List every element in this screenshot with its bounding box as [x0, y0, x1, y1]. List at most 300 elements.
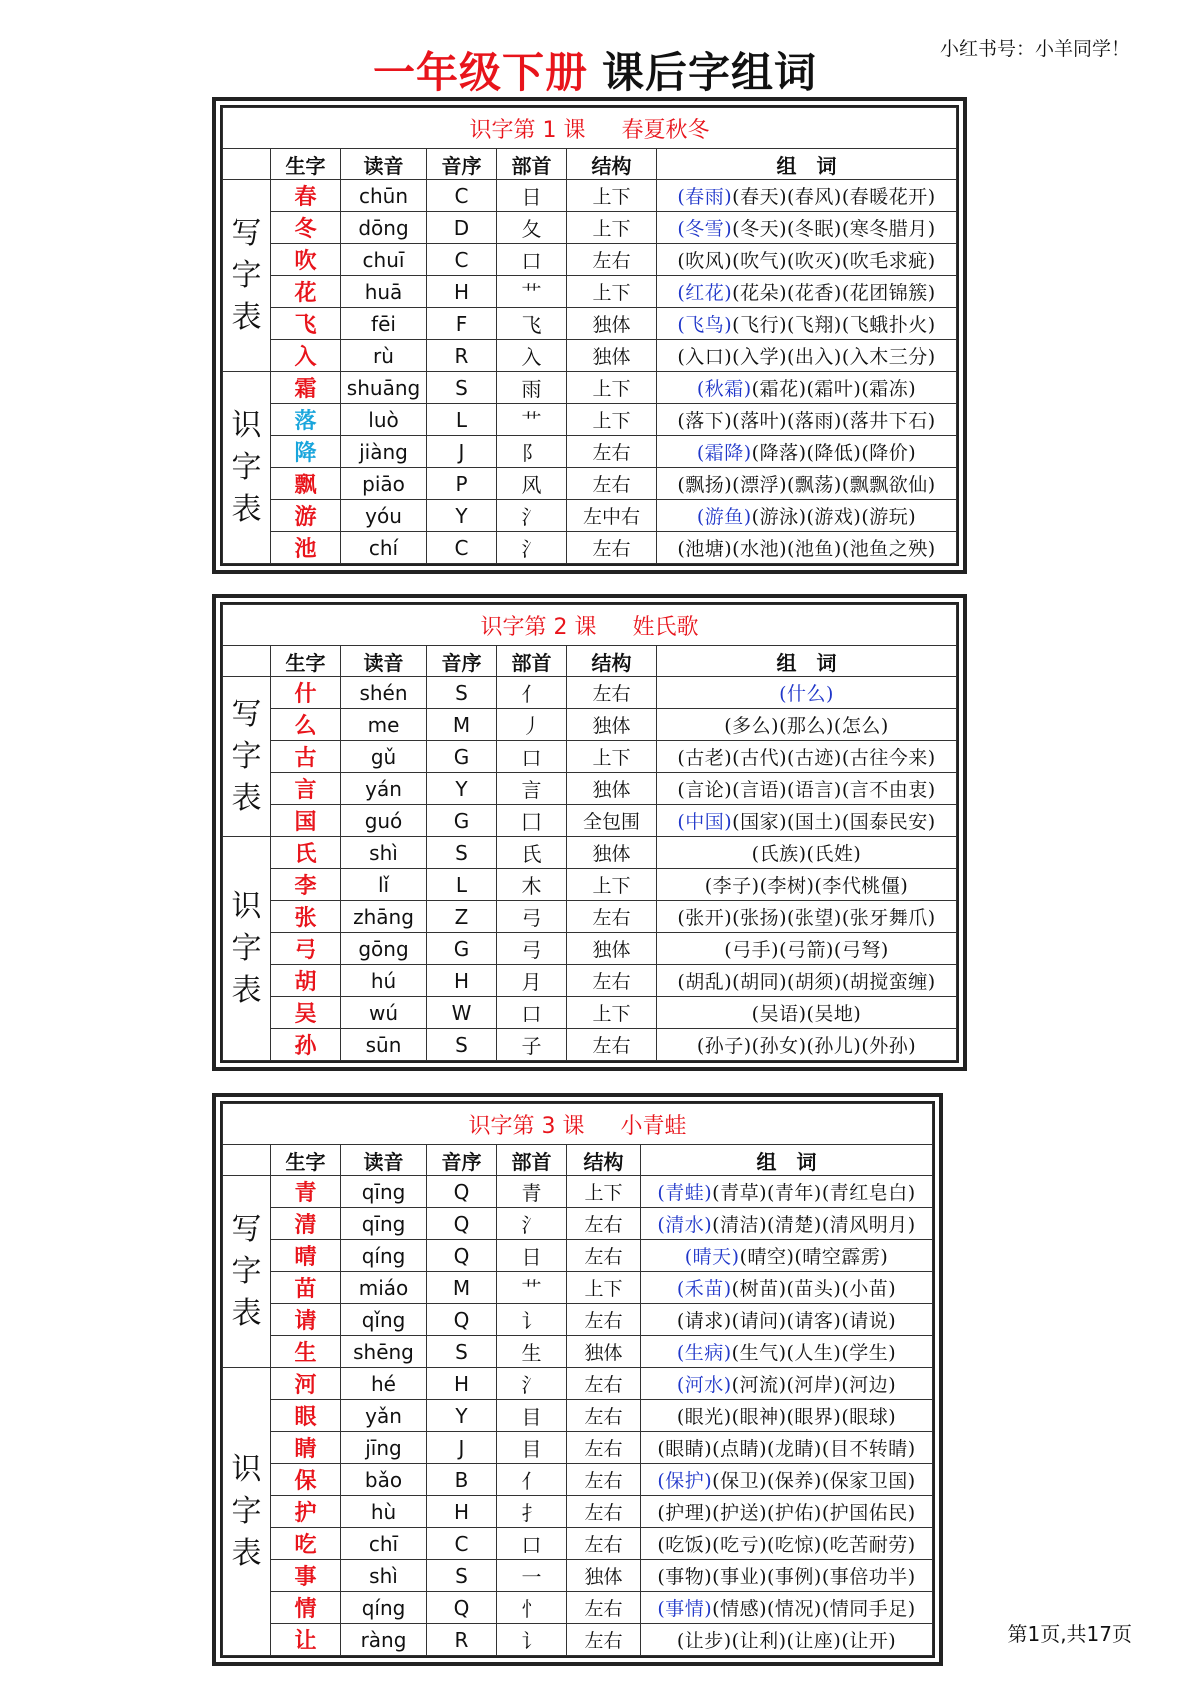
lesson-number: 识字第 2 课	[480, 614, 597, 640]
words-cell	[657, 869, 957, 901]
section-write-table	[223, 1176, 271, 1368]
structure-cell: 上下	[567, 1272, 641, 1304]
initial-cell: R	[427, 340, 497, 372]
highlighted-word: (霜降)	[696, 442, 752, 464]
structure-cell: 上下	[567, 212, 657, 244]
highlighted-word: (生病)	[676, 1342, 732, 1364]
initial-cell: G	[427, 741, 497, 773]
structure-cell: 左右	[567, 1400, 641, 1432]
table-row	[223, 1336, 933, 1368]
initial-cell: H	[427, 276, 497, 308]
pinyin-cell: shuāng	[341, 372, 427, 404]
character-cell: 弓	[271, 933, 341, 965]
words-cell	[657, 709, 957, 741]
structure-cell: 左右	[567, 1240, 641, 1272]
highlighted-word: (秋霜)	[696, 378, 752, 400]
highlighted-word: (清水)	[657, 1214, 713, 1236]
character-cell: 降	[271, 436, 341, 468]
initial-cell: L	[427, 869, 497, 901]
initial-cell: C	[427, 180, 497, 212]
word-list: (弓手)(弓箭)(弓弩)	[724, 939, 889, 961]
words-cell	[641, 1336, 933, 1368]
section-char: 写	[231, 1211, 262, 1247]
character-cell: 吴	[271, 997, 341, 1029]
section-char: 表	[231, 972, 262, 1008]
table-row	[223, 965, 957, 997]
section-char: 写	[231, 215, 262, 251]
words-cell	[657, 372, 957, 404]
words-cell	[657, 500, 957, 532]
pinyin-cell: sūn	[341, 1029, 427, 1061]
initial-cell: S	[427, 837, 497, 869]
structure-cell: 左右	[567, 436, 657, 468]
character-cell: 国	[271, 805, 341, 837]
words-cell	[657, 677, 957, 709]
radical-cell: 亻	[497, 677, 567, 709]
words-cell	[641, 1368, 933, 1400]
pinyin-cell: chūn	[341, 180, 427, 212]
words-cell	[641, 1240, 933, 1272]
words-cell	[657, 180, 957, 212]
initial-cell: Z	[427, 901, 497, 933]
initial-cell: Y	[427, 500, 497, 532]
initial-cell: Q	[427, 1176, 497, 1208]
initial-cell: C	[427, 244, 497, 276]
words-cell	[657, 436, 957, 468]
initial-cell: S	[427, 1029, 497, 1061]
initial-cell: S	[427, 1560, 497, 1592]
highlighted-word: (红花)	[677, 282, 733, 304]
structure-cell: 左右	[567, 244, 657, 276]
word-list: (吴语)(吴地)	[751, 1003, 862, 1025]
structure-cell: 独体	[567, 340, 657, 372]
structure-cell: 左右	[567, 1304, 641, 1336]
character-cell: 什	[271, 677, 341, 709]
words-cell	[657, 340, 957, 372]
structure-cell: 独体	[567, 709, 657, 741]
table-row	[223, 1496, 933, 1528]
structure-cell: 左右	[567, 1432, 641, 1464]
character-cell: 晴	[271, 1240, 341, 1272]
section-char: 识	[231, 407, 262, 443]
highlighted-word: (游鱼)	[696, 506, 752, 528]
lesson-number: 识字第 3 课	[468, 1113, 585, 1139]
radical-cell: 口	[497, 741, 567, 773]
words-cell	[641, 1464, 933, 1496]
character-cell: 李	[271, 869, 341, 901]
character-cell: 氏	[271, 837, 341, 869]
structure-cell: 左右	[567, 677, 657, 709]
initial-cell: M	[427, 709, 497, 741]
words-cell	[657, 308, 957, 340]
word-list: (青草)(青年)(青红皂白)	[712, 1182, 916, 1204]
section-char: 表	[231, 780, 262, 816]
word-list: (孙子)(孙女)(孙儿)(外孙)	[696, 1035, 917, 1057]
radical-cell: 生	[497, 1336, 567, 1368]
words-cell	[641, 1624, 933, 1656]
pinyin-cell: wú	[341, 997, 427, 1029]
words-cell	[641, 1176, 933, 1208]
radical-cell: 口	[497, 997, 567, 1029]
initial-cell: S	[427, 372, 497, 404]
column-header: 读音	[341, 1145, 427, 1176]
pinyin-cell: yán	[341, 773, 427, 805]
words-cell	[657, 276, 957, 308]
word-list: (树苗)(苗头)(小苗)	[731, 1278, 897, 1300]
table-row	[223, 837, 957, 869]
words-cell	[657, 997, 957, 1029]
pinyin-cell: miáo	[341, 1272, 427, 1304]
pinyin-cell: chuī	[341, 244, 427, 276]
pinyin-cell: shì	[341, 1560, 427, 1592]
table-row	[223, 1528, 933, 1560]
initial-cell: Q	[427, 1304, 497, 1336]
radical-cell: 氵	[497, 500, 567, 532]
radical-cell: 氵	[497, 1208, 567, 1240]
initial-cell: J	[427, 1432, 497, 1464]
words-cell	[657, 901, 957, 933]
section-char: 字	[231, 1253, 262, 1289]
pinyin-cell: qīng	[341, 1208, 427, 1240]
word-list: (入口)(入学)(出入)(入木三分)	[677, 346, 936, 368]
section-char: 字	[231, 930, 262, 966]
radical-cell: 艹	[497, 404, 567, 436]
structure-cell: 上下	[567, 1176, 641, 1208]
words-cell	[641, 1592, 933, 1624]
lesson-2-table	[212, 594, 967, 1071]
radical-cell: 口	[497, 244, 567, 276]
radical-cell: 讠	[497, 1304, 567, 1336]
structure-cell: 上下	[567, 372, 657, 404]
section-char: 表	[231, 1295, 262, 1331]
column-header: 生字	[271, 646, 341, 677]
character-cell: 花	[271, 276, 341, 308]
table-row	[223, 532, 957, 564]
section-recognize-table	[223, 1368, 271, 1656]
character-cell: 生	[271, 1336, 341, 1368]
column-header: 结构	[567, 1145, 641, 1176]
pinyin-cell: qíng	[341, 1240, 427, 1272]
words-cell	[657, 805, 957, 837]
words-cell	[641, 1272, 933, 1304]
word-list: (情感)(情况)(情同手足)	[712, 1598, 916, 1620]
structure-cell: 上下	[567, 180, 657, 212]
table-row	[223, 244, 957, 276]
column-header: 部首	[497, 149, 567, 180]
pinyin-cell: shén	[341, 677, 427, 709]
lesson-topic: 春夏秋冬	[621, 117, 710, 143]
highlighted-word: (春雨)	[677, 186, 733, 208]
words-cell	[657, 468, 957, 500]
initial-cell: Y	[427, 1400, 497, 1432]
structure-cell: 左右	[567, 1368, 641, 1400]
word-list: (晴空)(晴空霹雳)	[739, 1246, 889, 1268]
table-row	[223, 805, 957, 837]
character-cell: 落	[271, 404, 341, 436]
words-cell	[641, 1208, 933, 1240]
initial-cell: W	[427, 997, 497, 1029]
word-list: (言论)(言语)(语言)(言不由衷)	[677, 779, 936, 801]
words-cell	[657, 212, 957, 244]
words-cell	[641, 1560, 933, 1592]
radical-cell: 弓	[497, 901, 567, 933]
structure-cell: 左右	[567, 1496, 641, 1528]
pinyin-cell: chī	[341, 1528, 427, 1560]
section-write-table	[223, 180, 271, 372]
character-cell: 飘	[271, 468, 341, 500]
initial-cell: Y	[427, 773, 497, 805]
word-list: (落下)(落叶)(落雨)(落井下石)	[677, 410, 936, 432]
pinyin-cell: rù	[341, 340, 427, 372]
lesson-heading	[223, 1104, 933, 1145]
title-subject: 课后字组词	[602, 48, 818, 97]
table-row	[223, 180, 957, 212]
word-list: (胡乱)(胡同)(胡须)(胡搅蛮缠)	[677, 971, 936, 993]
structure-cell: 左右	[567, 1029, 657, 1061]
word-list: (飞行)(飞翔)(飞蛾扑火)	[732, 314, 936, 336]
radical-cell: 子	[497, 1029, 567, 1061]
structure-cell: 全包围	[567, 805, 657, 837]
radical-cell: 飞	[497, 308, 567, 340]
pinyin-cell: bǎo	[341, 1464, 427, 1496]
radical-cell: 丿	[497, 709, 567, 741]
character-cell: 吹	[271, 244, 341, 276]
structure-cell: 左右	[567, 468, 657, 500]
words-cell	[641, 1304, 933, 1336]
table-row	[223, 1272, 933, 1304]
column-header: 组 词	[641, 1145, 933, 1176]
pinyin-cell: gǔ	[341, 741, 427, 773]
table-row	[223, 1560, 933, 1592]
corner-cell	[223, 1145, 271, 1176]
table-row	[223, 1176, 933, 1208]
pinyin-cell: hú	[341, 965, 427, 997]
brand-label: 小红书号：小羊同学！	[939, 38, 1130, 60]
character-cell: 睛	[271, 1432, 341, 1464]
radical-cell: 月	[497, 965, 567, 997]
initial-cell: S	[427, 677, 497, 709]
section-char: 表	[231, 491, 262, 527]
word-list: (冬天)(冬眠)(寒冬腊月)	[732, 218, 936, 240]
initial-cell: M	[427, 1272, 497, 1304]
pinyin-cell: qīng	[341, 1176, 427, 1208]
word-list: (氏族)(氏姓)	[751, 843, 862, 865]
column-header: 音序	[427, 1145, 497, 1176]
word-list: (池塘)(水池)(池鱼)(池鱼之殃)	[677, 538, 936, 560]
initial-cell: F	[427, 308, 497, 340]
structure-cell: 左右	[567, 532, 657, 564]
section-char: 字	[231, 1493, 262, 1529]
initial-cell: G	[427, 933, 497, 965]
character-cell: 保	[271, 1464, 341, 1496]
word-list: (飘扬)(漂浮)(飘荡)(飘飘欲仙)	[677, 474, 936, 496]
lesson-1-table	[212, 97, 967, 574]
pinyin-cell: shēng	[341, 1336, 427, 1368]
character-cell: 池	[271, 532, 341, 564]
structure-cell: 左右	[567, 901, 657, 933]
structure-cell: 上下	[567, 404, 657, 436]
character-cell: 青	[271, 1176, 341, 1208]
pinyin-cell: gōng	[341, 933, 427, 965]
highlighted-word: (什么)	[779, 683, 834, 705]
radical-cell: 忄	[497, 1592, 567, 1624]
table-row	[223, 1208, 933, 1240]
words-cell	[641, 1400, 933, 1432]
initial-cell: B	[427, 1464, 497, 1496]
section-char: 识	[231, 1451, 262, 1487]
initial-cell: Q	[427, 1240, 497, 1272]
column-header: 生字	[271, 1145, 341, 1176]
table-row	[223, 741, 957, 773]
section-recognize-table	[223, 372, 271, 564]
pinyin-cell: qíng	[341, 1592, 427, 1624]
structure-cell: 独体	[567, 837, 657, 869]
highlighted-word: (冬雪)	[677, 218, 733, 240]
table-row	[223, 404, 957, 436]
words-cell	[657, 741, 957, 773]
table-row	[223, 500, 957, 532]
pinyin-cell: jīng	[341, 1432, 427, 1464]
pinyin-cell: jiàng	[341, 436, 427, 468]
table-row	[223, 933, 957, 965]
word-list: (吹风)(吹气)(吹灭)(吹毛求疵)	[677, 250, 936, 272]
section-recognize-table	[223, 837, 271, 1061]
highlighted-word: (中国)	[677, 811, 733, 833]
word-list: (李子)(李树)(李代桃僵)	[704, 875, 909, 897]
section-char: 写	[231, 696, 262, 732]
lesson-topic: 姓氏歌	[632, 614, 699, 640]
character-cell: 情	[271, 1592, 341, 1624]
pinyin-cell: chí	[341, 532, 427, 564]
character-cell: 游	[271, 500, 341, 532]
word-list: (多么)(那么)(怎么)	[724, 715, 889, 737]
table-row	[223, 773, 957, 805]
pinyin-cell: ràng	[341, 1624, 427, 1656]
highlighted-word: (保护)	[657, 1470, 713, 1492]
character-cell: 让	[271, 1624, 341, 1656]
radical-cell: 艹	[497, 276, 567, 308]
word-list: (请求)(请问)(请客)(请说)	[676, 1310, 897, 1332]
table-row	[223, 677, 957, 709]
character-cell: 苗	[271, 1272, 341, 1304]
table-row	[223, 901, 957, 933]
column-header: 结构	[567, 646, 657, 677]
lesson-number: 识字第 1 课	[469, 117, 586, 143]
character-cell: 眼	[271, 1400, 341, 1432]
word-list: (霜花)(霜叶)(霜冻)	[751, 378, 917, 400]
radical-cell: 艹	[497, 1272, 567, 1304]
words-cell	[657, 933, 957, 965]
character-cell: 春	[271, 180, 341, 212]
words-cell	[657, 965, 957, 997]
table-row	[223, 709, 957, 741]
character-cell: 古	[271, 741, 341, 773]
highlighted-word: (晴天)	[684, 1246, 740, 1268]
column-header: 读音	[341, 646, 427, 677]
radical-cell: 弓	[497, 933, 567, 965]
table-row	[223, 1432, 933, 1464]
radical-cell: 氏	[497, 837, 567, 869]
word-list: (生气)(人生)(学生)	[731, 1342, 897, 1364]
word-list: (保卫)(保养)(保家卫国)	[712, 1470, 916, 1492]
table-row	[223, 1464, 933, 1496]
initial-cell: L	[427, 404, 497, 436]
initial-cell: C	[427, 1528, 497, 1560]
structure-cell: 独体	[567, 1336, 641, 1368]
table-row	[223, 1624, 933, 1656]
radical-cell: 日	[497, 180, 567, 212]
words-cell	[641, 1528, 933, 1560]
pinyin-cell: me	[341, 709, 427, 741]
table-row	[223, 308, 957, 340]
character-cell: 言	[271, 773, 341, 805]
column-header: 音序	[427, 149, 497, 180]
initial-cell: S	[427, 1336, 497, 1368]
word-list: (降落)(降低)(降价)	[751, 442, 917, 464]
radical-cell: 氵	[497, 532, 567, 564]
section-char: 识	[231, 888, 262, 924]
word-list: (古老)(古代)(古迹)(古往今来)	[677, 747, 936, 769]
character-cell: 入	[271, 340, 341, 372]
structure-cell: 独体	[567, 773, 657, 805]
word-list: (花朵)(花香)(花团锦簇)	[732, 282, 936, 304]
pinyin-cell: zhāng	[341, 901, 427, 933]
radical-cell: 氵	[497, 1368, 567, 1400]
pinyin-cell: yǎn	[341, 1400, 427, 1432]
radical-cell: 日	[497, 1240, 567, 1272]
radical-cell: 目	[497, 1400, 567, 1432]
table-row	[223, 1592, 933, 1624]
pinyin-cell: fēi	[341, 308, 427, 340]
column-header: 结构	[567, 149, 657, 180]
initial-cell: J	[427, 436, 497, 468]
corner-cell	[223, 646, 271, 677]
radical-cell: 雨	[497, 372, 567, 404]
initial-cell: H	[427, 1368, 497, 1400]
table-row	[223, 212, 957, 244]
lesson-heading	[223, 605, 957, 646]
table-row	[223, 997, 957, 1029]
column-header: 组 词	[657, 646, 957, 677]
title-grade: 一年级下册	[372, 48, 588, 97]
word-list: (河流)(河岸)(河边)	[731, 1374, 897, 1396]
structure-cell: 左右	[567, 965, 657, 997]
structure-cell: 上下	[567, 869, 657, 901]
word-list: (让步)(让利)(让座)(让开)	[676, 1630, 897, 1652]
pinyin-cell: luò	[341, 404, 427, 436]
lesson-3-table	[212, 1093, 943, 1666]
radical-cell: 阝	[497, 436, 567, 468]
word-list: (清洁)(清楚)(清风明月)	[712, 1214, 916, 1236]
section-char: 字	[231, 738, 262, 774]
table-row	[223, 869, 957, 901]
radical-cell: 夂	[497, 212, 567, 244]
initial-cell: C	[427, 532, 497, 564]
column-header: 生字	[271, 149, 341, 180]
initial-cell: G	[427, 805, 497, 837]
section-char: 字	[231, 449, 262, 485]
character-cell: 张	[271, 901, 341, 933]
character-cell: 飞	[271, 308, 341, 340]
table-row	[223, 436, 957, 468]
radical-cell: 青	[497, 1176, 567, 1208]
word-list: (吃饭)(吃亏)(吃惊)(吃苦耐劳)	[657, 1534, 916, 1556]
initial-cell: P	[427, 468, 497, 500]
initial-cell: D	[427, 212, 497, 244]
pinyin-cell: qǐng	[341, 1304, 427, 1336]
words-cell	[657, 837, 957, 869]
table-row	[223, 1240, 933, 1272]
